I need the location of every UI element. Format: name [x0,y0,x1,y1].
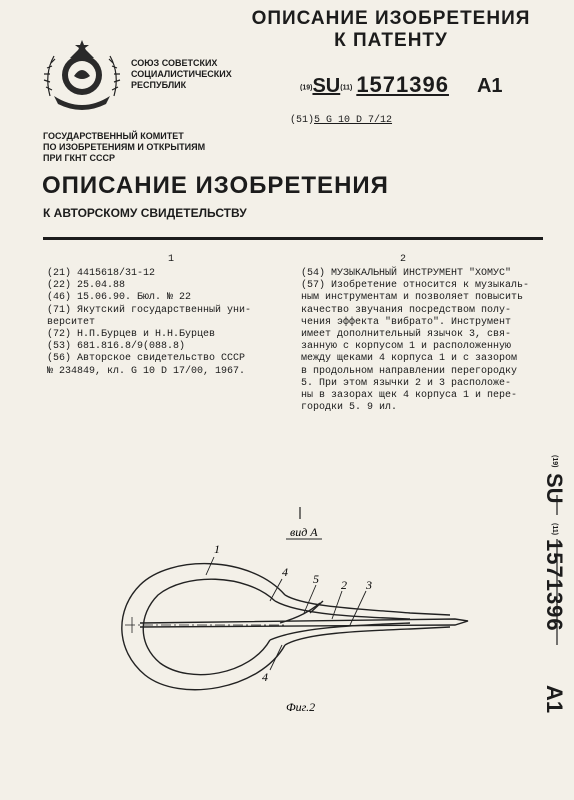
abstract-line: занную с корпусом 1 и расположенную [301,341,512,353]
figure-caption: Фиг.2 [286,700,316,714]
union-line2: СОЦИАЛИСТИЧЕСКИХ [131,69,232,79]
khomus-drawing [110,505,480,730]
country-code: SU [312,75,341,97]
callout-label: 4 [262,670,268,684]
callout-label: 2 [341,578,347,592]
callout-label: 4 [282,565,288,579]
state-committee [43,131,205,164]
biblio-line: (71) Якутский государственный уни- [47,304,252,316]
patent-number-line [300,72,503,98]
document-title: ОПИСАНИЕ ИЗОБРЕТЕНИЯ [42,172,389,199]
side-number: 1571396 [542,539,567,632]
ipc-prefix: (51) [290,115,315,126]
abstract-line: ным инструментам и позволяет повысить [301,292,524,304]
document-subtitle: К АВТОРСКОМУ СВИДЕТЕЛЬСТВУ [43,206,247,220]
union-name [131,58,232,91]
abstract-line: между щеками 4 корпуса 1 и с зазором [301,353,518,365]
title-divider [43,237,543,240]
callout-label: 1 [214,542,220,556]
abstract-line: 5. При этом язычки 2 и 3 расположе- [301,377,512,389]
column-number-2: 2 [400,254,407,265]
biblio-line: (46) 15.06.90. Бюл. № 22 [47,292,192,304]
column-number-1: 1 [168,254,175,265]
union-line3: РЕСПУБЛИК [131,80,187,90]
side-country-prefix: (19) [551,455,558,468]
ipc-classification [290,115,392,126]
abstract-line: чения эффекта "вибрато". Инструмент [301,316,512,328]
number-prefix: (11) [340,84,353,92]
ipc-value: 5 G 10 D 7/12 [314,115,393,126]
abstract-line: (57) Изобретение относится к музыкаль- [301,280,530,292]
committee-line1: ГОСУДАРСТВЕННЫЙ КОМИТЕТ [43,131,184,141]
side-kind: A1 [542,685,567,714]
callout-label: 3 [366,578,372,592]
header-title-line1: ОПИСАНИЕ ИЗОБРЕТЕНИЯ [251,8,531,29]
side-patent-stamp [531,455,567,785]
abstract-line: качество звучания посредством полу- [301,304,512,316]
biblio-line: (53) 681.816.8/9(088.8) [47,341,186,353]
patent-number: 1571396 [356,72,449,97]
country-code-prefix: (19) [300,84,313,92]
kind-code: A1 [476,75,503,97]
abstract-line: (54) МУЗЫКАЛЬНЫЙ ИНСТРУМЕНТ "ХОМУС" [301,268,512,279]
abstract-line: имеет дополнительный язычок 3, свя- [301,329,512,341]
abstract-line: ны в зазорах щек 4 корпуса 1 и пере- [301,390,518,402]
bibliographic-column [47,268,275,378]
abstract-line: в продольном направлении перегородку [301,365,518,377]
biblio-line: (22) 25.04.88 [47,280,126,292]
callout-label: 5 [313,572,319,586]
side-country-code: SU [542,473,567,504]
header-title-line2: К ПАТЕНТУ [334,30,448,51]
ussr-emblem-icon [40,38,124,118]
patent-header-title [236,8,546,52]
khomus-body [122,564,468,690]
abstract-column [301,268,533,414]
biblio-line: верситет [47,316,96,328]
biblio-line: (21) 4415618/31-12 [47,268,156,279]
abstract-line: городки 5. 9 ил. [301,402,398,414]
committee-line2: ПО ИЗОБРЕТЕНИЯМ И ОТКРЫТИЯМ [43,142,206,152]
side-number-prefix: (11) [551,523,558,536]
biblio-line: № 234849, кл. G 10 D 17/00, 1967. [47,365,246,377]
biblio-line: (56) Авторское свидетельство СССР [47,353,246,365]
union-line1: СОЮЗ СОВЕТСКИХ [131,58,218,68]
view-label: вид А [290,525,318,539]
biblio-line: (72) Н.П.Бурцев и Н.Н.Бурцев [47,329,216,341]
committee-line3: ПРИ ГКНТ СССР [43,153,116,163]
